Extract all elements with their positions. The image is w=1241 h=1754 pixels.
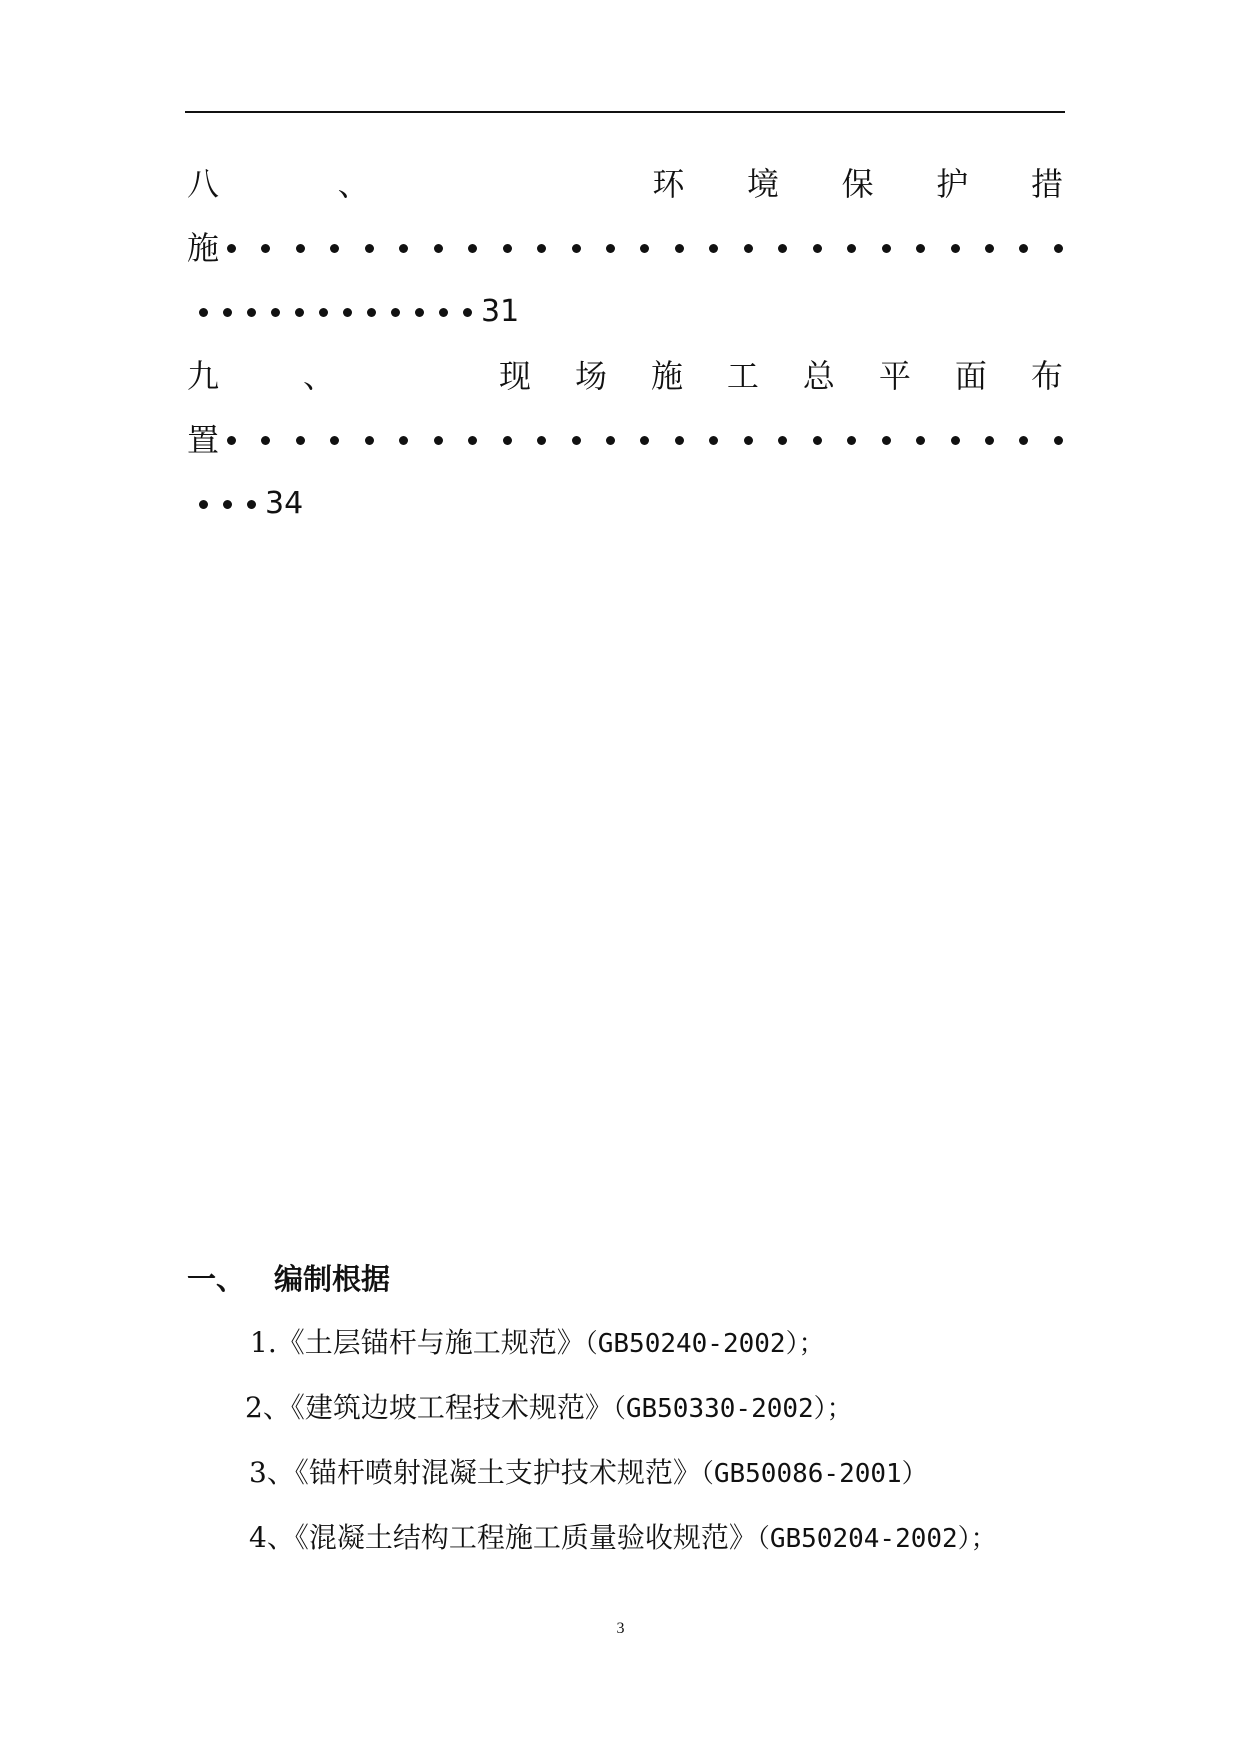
reference-code: （GB50240-2002）；: [584, 1329, 825, 1359]
toc-char: 布: [1030, 357, 1063, 395]
toc-page-number: 34: [265, 486, 304, 521]
dot-leader: [221, 244, 1063, 253]
toc-char: 境: [746, 165, 779, 203]
reference-prefix: 4、: [249, 1521, 295, 1554]
reference-title: 《锚杆喷射混凝土支护技术规范》: [294, 1456, 701, 1489]
toc-char: 护: [936, 165, 969, 203]
toc-char: 措: [1030, 165, 1063, 203]
reference-title: 《土层锚杆与施工规范》: [276, 1326, 585, 1359]
toc-char: 现: [498, 357, 531, 395]
reference-code: （GB50204-2002）；: [756, 1524, 997, 1554]
toc-char: 、: [337, 165, 370, 203]
toc-item-8-trail: [199, 288, 519, 336]
toc-item-9-trail: [199, 480, 303, 528]
header-rule: [185, 111, 1065, 113]
reference-title: 《建筑边坡工程技术规范》: [290, 1391, 613, 1424]
toc-char: 场: [574, 357, 607, 395]
reference-item-1: [250, 1323, 825, 1364]
reference-prefix: 3、: [249, 1456, 295, 1489]
toc-lead-char: 施: [187, 229, 220, 267]
dot-leader: [221, 436, 1063, 445]
reference-item-2: [245, 1388, 853, 1429]
toc-item-8-leader: [187, 224, 1063, 272]
toc-item-9-heading[interactable]: [187, 352, 1063, 400]
toc-item-8-heading[interactable]: [187, 160, 1063, 208]
reference-item-3: [249, 1453, 928, 1494]
toc-char: 面: [954, 357, 987, 395]
toc-char: 施: [650, 357, 683, 395]
toc-char: 总: [802, 357, 835, 395]
toc-item-9-leader: [187, 416, 1063, 464]
reference-item-4: [249, 1518, 997, 1559]
toc-page-number: 31: [481, 294, 520, 329]
toc-char: 环: [652, 165, 685, 203]
reference-title: 《混凝土结构工程施工质量验收规范》: [294, 1521, 757, 1554]
page-number: 3: [616, 1620, 625, 1637]
reference-code: （GB50330-2002）；: [612, 1394, 853, 1424]
toc-char: 九: [187, 357, 220, 395]
toc-lead-char: 置: [187, 421, 220, 459]
reference-code: （GB50086-2001）: [700, 1459, 928, 1489]
toc-char: 平: [878, 357, 911, 395]
reference-prefix: 2、: [245, 1391, 291, 1424]
section-number: 一、: [187, 1262, 246, 1296]
toc-char: 八: [187, 165, 220, 203]
section-title: 编制根据: [274, 1262, 391, 1296]
toc-char: 、: [302, 357, 335, 395]
section-heading: [187, 1257, 390, 1298]
toc-char: 工: [726, 357, 759, 395]
toc-char: 保: [841, 165, 874, 203]
reference-prefix: 1.: [250, 1326, 277, 1359]
